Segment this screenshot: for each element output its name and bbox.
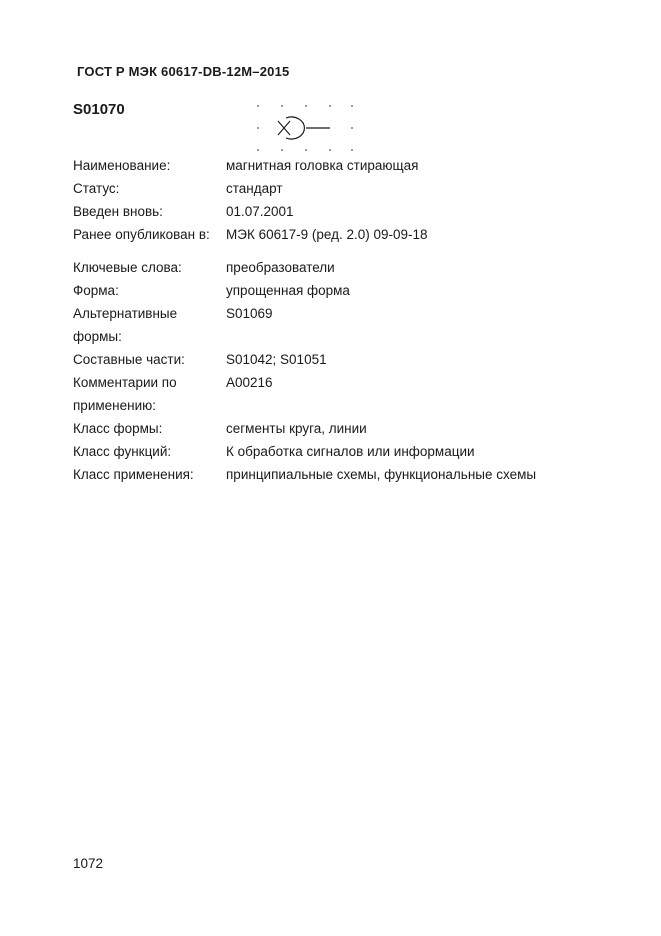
row-value: стандарт [226,181,283,196]
table-row [73,463,633,486]
table-row [73,154,633,177]
row-value: сегменты круга, линии [226,421,367,436]
table-row [73,302,633,348]
table-row [73,256,633,279]
symbol-code: S01070 [73,101,125,118]
row-label: Ключевые слова: [73,260,182,275]
row-value: принципиальные схемы, функциональные схемы [226,467,537,482]
table-row [73,371,633,417]
row-value: S01042; S01051 [226,352,327,367]
row-label: Форма: [73,283,119,298]
row-label: Альтернативные формы: [73,306,178,344]
row-label: Наименование: [73,158,171,173]
table-row [73,223,633,246]
row-value: 01.07.2001 [226,204,294,219]
row-label: Класс формы: [73,421,163,436]
erase-head-symbol-icon [252,100,362,156]
row-value: магнитная головка стирающая [226,158,419,173]
row-value: МЭК 60617-9 (ред. 2.0) 09-09-18 [226,227,428,242]
row-label: Составные части: [73,352,185,367]
row-label: Класс применения: [73,467,194,482]
row-value: упрощенная форма [226,283,350,298]
table-row [73,177,633,200]
row-label: Класс функций: [73,444,172,459]
row-label: Комментарии по применению: [73,375,177,413]
page-number: 1072 [73,856,104,871]
table-row [73,417,633,440]
table-row [73,200,633,223]
row-value: К обработка сигналов или информации [226,444,475,459]
row-label: Статус: [73,181,120,196]
row-value: S01069 [226,306,273,321]
row-value: преобразователи [226,260,335,275]
attribute-table [73,154,633,486]
row-value: A00216 [226,375,273,390]
table-row [73,440,633,463]
document-header: ГОСТ Р МЭК 60617-DB-12M–2015 [77,64,290,79]
row-label: Введен вновь: [73,204,163,219]
table-row [73,279,633,302]
table-row [73,348,633,371]
row-label: Ранее опубликован в: [73,227,210,242]
